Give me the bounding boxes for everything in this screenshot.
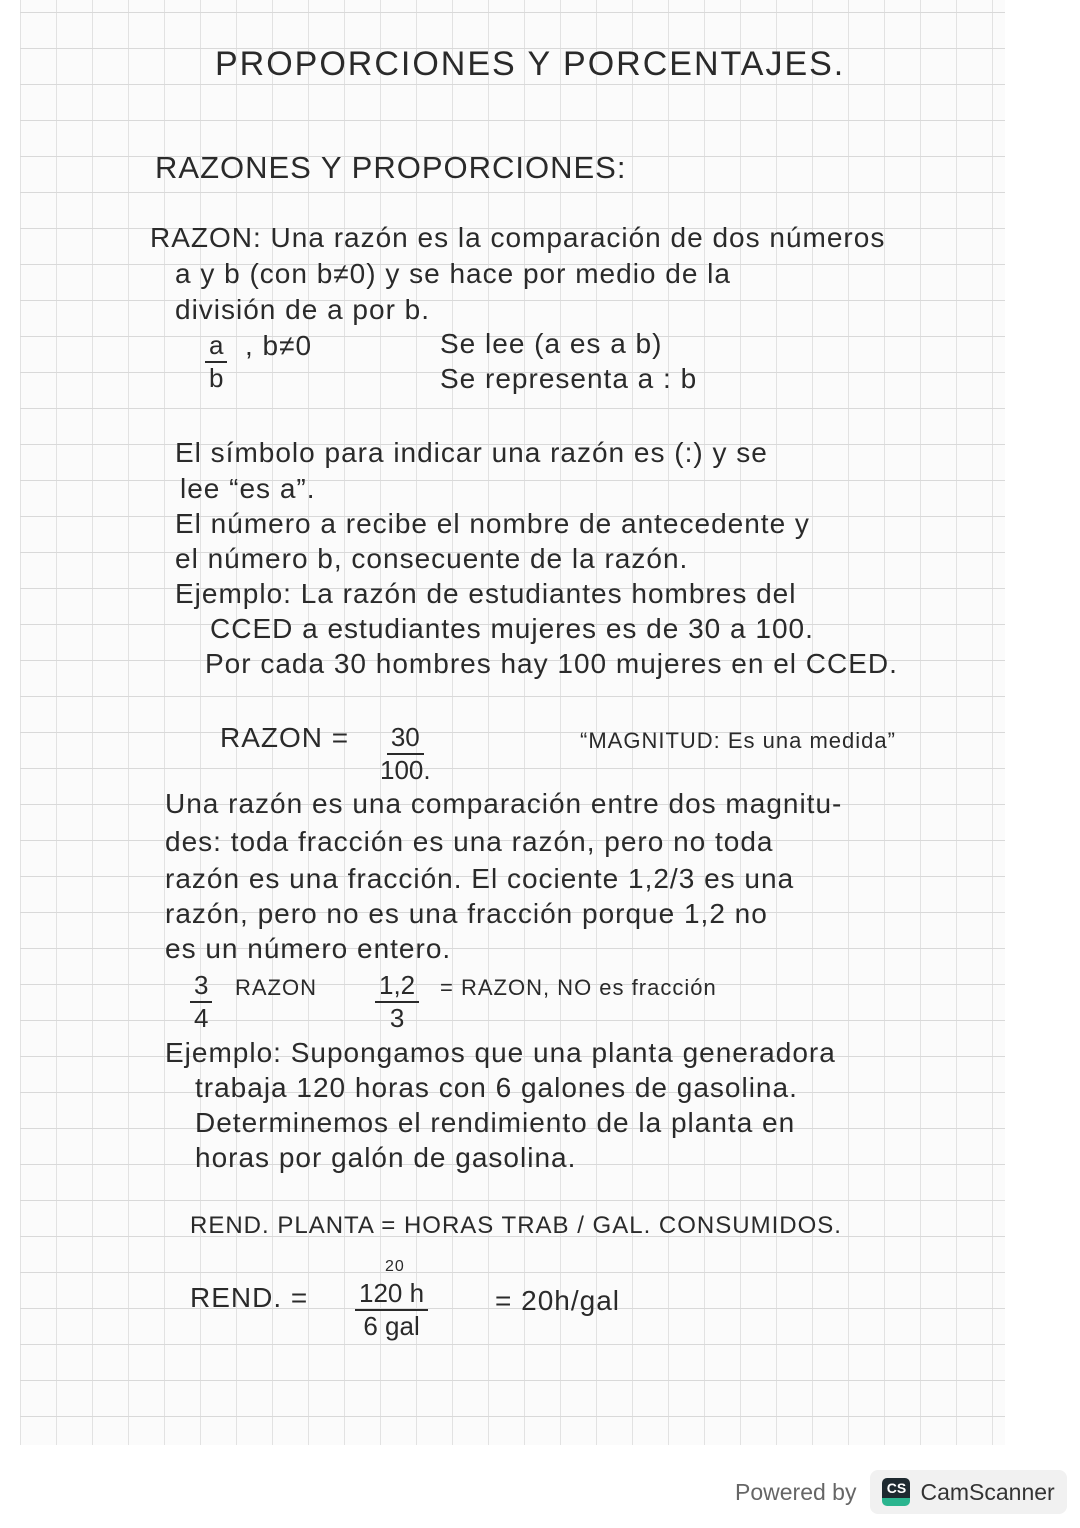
paragraph-line: des: toda fracción es una razón, pero no toda xyxy=(165,826,774,857)
definition-line: RAZON: Una razón es la comparación de dos números xyxy=(150,222,886,253)
ratio-label: RAZON = xyxy=(220,722,350,753)
denominator: b xyxy=(209,363,224,393)
numerator: 120 h xyxy=(355,1278,428,1311)
text-line: el número b, consecuente de la razón. xyxy=(175,543,689,574)
calc-label: REND. = xyxy=(190,1282,309,1313)
camscanner-badge xyxy=(870,1470,1066,1514)
fraction-1-2-3 xyxy=(375,970,419,1034)
definition-line: división de a por b. xyxy=(175,294,431,325)
condition: , b≠0 xyxy=(245,330,313,361)
denominator: 4 xyxy=(194,1003,209,1033)
numerator: a xyxy=(205,330,227,363)
numerator: 30 xyxy=(387,722,424,755)
numerator: 3 xyxy=(190,970,212,1003)
camscanner-logo-icon: CS xyxy=(882,1478,910,1506)
text-line: Por cada 30 hombres hay 100 mujeres en el CCED. xyxy=(205,648,898,679)
example-line: Determinemos el rendimiento de la planta en xyxy=(195,1107,796,1138)
denominator: 100. xyxy=(380,755,431,785)
paragraph-line: razón, pero no es una fracción porque 1,2 no xyxy=(165,898,768,929)
denominator: 3 xyxy=(389,1003,405,1033)
formula: REND. PLANTA = HORAS TRAB / GAL. CONSUMIDOS. xyxy=(190,1212,842,1239)
fraction-label: = RAZON, NO es fracción xyxy=(440,975,717,1000)
example-line: horas por galón de gasolina. xyxy=(195,1142,577,1173)
text-line: lee “es a”. xyxy=(180,473,316,504)
text-line: El número a recibe el nombre de antecedente y xyxy=(175,508,810,539)
fraction-3-4 xyxy=(190,970,212,1034)
reads-as: Se lee (a es a b) xyxy=(440,328,663,359)
represents-as: Se representa a : b xyxy=(440,363,698,394)
simplified-note: 20 xyxy=(385,1258,405,1275)
magnitude-note: “MAGNITUD: Es una medida” xyxy=(580,728,896,753)
camscanner-brand: CamScanner xyxy=(920,1478,1055,1505)
text-line: Ejemplo: La razón de estudiantes hombres del xyxy=(175,578,797,609)
definition-line: a y b (con b≠0) y se hace por medio de la xyxy=(175,258,731,289)
numerator: 1,2 xyxy=(375,970,419,1003)
page-title: PROPORCIONES Y PORCENTAJES. xyxy=(215,45,846,83)
calc-result: = 20h/gal xyxy=(495,1285,620,1316)
paragraph-line: es un número entero. xyxy=(165,933,452,964)
fraction-a-b xyxy=(205,330,227,394)
denominator: 6 gal xyxy=(363,1311,420,1341)
example-line: Ejemplo: Supongamos que una planta generadora xyxy=(165,1037,836,1068)
paragraph-line: razón es una fracción. El cociente 1,2/3 es una xyxy=(165,863,795,894)
camscanner-watermark xyxy=(735,1470,1067,1514)
text-line: CCED a estudiantes mujeres es de 30 a 100. xyxy=(210,613,814,644)
powered-by-text: Powered by xyxy=(735,1478,857,1505)
ratio-fraction xyxy=(380,722,431,786)
example-line: trabaja 120 horas con 6 galones de gasolina. xyxy=(195,1072,798,1103)
text-line: El símbolo para indicar una razón es (:) y se xyxy=(175,437,768,468)
calc-fraction xyxy=(355,1278,428,1342)
section-heading: RAZONES Y PROPORCIONES: xyxy=(155,150,627,185)
paragraph-line: Una razón es una comparación entre dos magnitu- xyxy=(165,788,843,819)
fraction-label: RAZON xyxy=(235,975,317,1000)
